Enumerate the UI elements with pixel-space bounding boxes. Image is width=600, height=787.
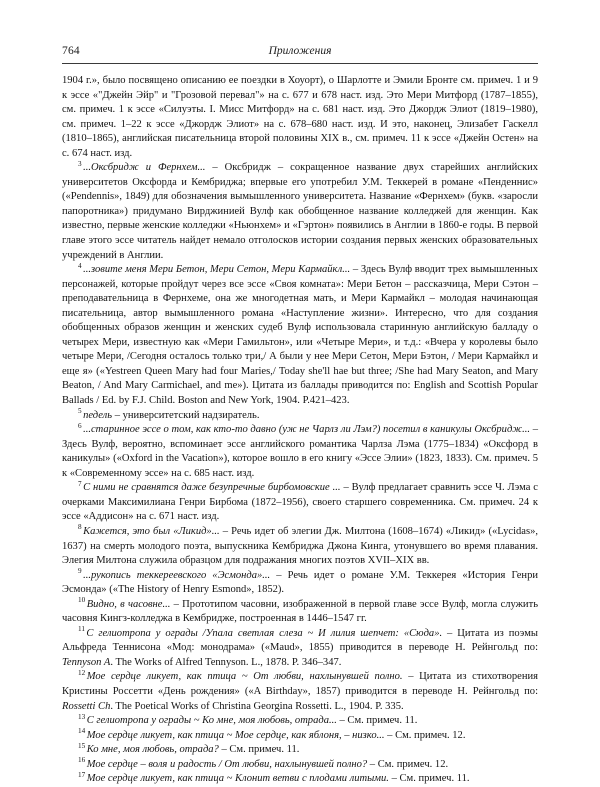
note-8 <box>62 525 538 569</box>
note-lemma: педель <box>83 409 113 421</box>
note-10 <box>62 598 538 627</box>
note-lemma: Видно, в часовне... <box>86 598 171 610</box>
note-14 <box>62 729 538 744</box>
running-head <box>62 46 538 58</box>
running-title: Приложения <box>268 45 332 57</box>
note-text: – Цитата из стихотворения Кристины Россетти «День рождения» («A Birthday», 1857) приводится в переводе Н. Рейнгольд по: <box>62 671 538 697</box>
note-marker: 15 <box>78 741 86 750</box>
note-13 <box>62 714 538 729</box>
page-number: 764 <box>62 45 80 57</box>
note-source: Tennyson A <box>62 656 111 668</box>
note-lemma: ...Оксбридж и Фернхем... <box>83 162 206 174</box>
note-15 <box>62 743 538 758</box>
note-lemma: С гелиотропа у ограды ~ Ко мне, моя любовь, отрада... <box>86 715 337 727</box>
note-marker: 9 <box>78 567 82 576</box>
note-3 <box>62 161 538 263</box>
note-lemma: Мое сердце ликует, как птица ~ Мое сердце, как яблоня, – низко... <box>86 729 385 741</box>
note-text: – университетский надзиратель. <box>112 409 260 421</box>
note-lemma: С ними не сравнятся даже безупречные бирбомовские ... <box>83 482 341 494</box>
note-text: – См. примеч. 11. <box>218 744 300 756</box>
note-marker: 6 <box>78 421 82 430</box>
note-text: – Речь идет о романе У.М. Теккерея «История Генри Эсмонда» («The History of Henry Esmond», 1852). <box>62 569 538 596</box>
note-text: – Здесь Вулф вводит трех вымышленных персонажей, которые пройдут через все эссе «Своя комната»: Мери Бетон – рассказчица, Мери Сэтон – преподавательница в Фернхеме, она же многодетная мать, и Мери Кармайкл – молодая начинающая писательница, автор вымышленного романа «Наступление жизни». Интересно, что для создания обобщенных образов женщин и женских судеб Вулф использовала старинную английскую балладу о четырех Мери, известную как «Мери Гамильтон», или «Четыре Мери», и т.д.: «Вчера у королевы было четыре Мери, /Сегодня осталось только три,/ А были у нее Мери Сетон, Мери Бэтон, / Мери Кармайкл и еще я» («Yestreen Queen Mary had four Maries,/ Today she'll hae but three; /She had Mary Seaton, and Mary Beaton, / And Mary Carmichael, and me»). Цитата из баллады приводится по: English and Scottish Popular Ballads / Ed. by F.J. Child. Boston and New York, 1904. P.421–423. <box>62 264 539 407</box>
note-text: – Вулф предлагает сравнить эссе Ч. Лэма с очерками Максимилиана Генри Бирбома (1872–1956), своего старшего современника. См. примеч. 24 к эссе «Аддисон» на с. 671 наст. изд. <box>62 482 538 523</box>
header-rule <box>62 63 538 64</box>
note-11 <box>62 627 538 671</box>
note-marker: 7 <box>78 479 82 488</box>
note-12 <box>62 670 538 714</box>
note-lemma: Ко мне, моя любовь, отрада? <box>86 744 219 756</box>
note-marker: 12 <box>78 668 86 677</box>
note-marker: 11 <box>78 625 85 634</box>
note-text: – См. примеч. 12. <box>367 758 449 770</box>
note-marker: 14 <box>78 727 86 736</box>
note-text-tail: . The Works of Alfred Tennyson. L., 1878. P. 346–347. <box>110 656 342 668</box>
note-5 <box>62 409 538 424</box>
note-marker: 5 <box>78 407 82 416</box>
note-marker: 13 <box>78 712 86 721</box>
note-text: – Оксбридж – сокращенное название двух старейших английских университетов Оксфорда и Кембриджа; впервые его употребил У.М. Теккерей в романе «Пенденнис» («Pendennis», 1849) для обозначения вымышленного университета. Название «Фернхем» (букв. «заросли папоротника») придумано Вирджинией Вулф как обобщенное название колледжей для женщин. Как известно, первые женские колледжи «Ньюнхем» и «Гэртон» появились в Англии в 1860-е годы. В первой главе этого эссе читатель найдет немало отголосков истории создания первых женских образовательных учреждений в Англии. <box>62 162 538 261</box>
note-marker: 16 <box>78 756 86 765</box>
note-6 <box>62 423 538 481</box>
note-marker: 4 <box>78 261 82 270</box>
note-lemma: ...зовите меня Мери Бетон, Мери Сетон, Мери Кармайкл... <box>83 264 351 276</box>
note-marker: 3 <box>78 159 82 168</box>
note-17 <box>62 772 538 787</box>
note-text: – Прототипом часовни, изображенной в первой главе эссе Вулф, могла служить часовня Кингз-колледжа в Кембридже, построенная в 1446–1547 гг. <box>62 598 539 625</box>
continued-paragraph: 1904 г.», было посвящено описанию ее поездки в Хоуорт), о Шарлотте и Эмили Бронте см. примеч. 1 и 9 к эссе «"Джейн Эйр" и "Грозовой перевал"» на с. 677 и 678 наст. изд. Это Мери Митфорд (1787–1855), см. примеч. 1 к эссе «Силуэты. I. Мисс Митфорд» на с. 681 наст. изд. Это Джордж Элиот (1819–1980), см. примеч. 1–22 к эссе «Джордж Элиот» на с. 678–680 наст. изд. И это, наконец, Элизабет Гаскелл (1810–1865), английская писательница второй половины XIX в., см. примеч. 11 к эссе «Джейн Остен» на с. 674 наст. изд. <box>62 75 538 159</box>
note-lemma: Кажется, это был «Ликид»... <box>83 525 220 537</box>
note-marker: 17 <box>78 770 86 779</box>
note-marker: 10 <box>78 596 86 605</box>
note-text: – См. примеч. 12. <box>384 729 466 741</box>
note-text-tail: . The Poetical Works of Christina Georgina Rossetti. L., 1904. P. 335. <box>110 700 404 712</box>
note-text: – Речь идет об элегии Дж. Милтона (1608–1674) «Ликид» («Lycidas», 1637) на смерть молодого поэта, выпускника Кембриджа Джона Кинга, утонувшего во время плавания. Элегия Милтона служила образцом для подражания многих поэтов XVII–XIX вв. <box>62 525 538 567</box>
note-lemma: Мое сердце – воля и радость / От любви, нахлынувшей полно? <box>86 758 368 770</box>
notes-body <box>62 74 538 787</box>
note-source: Rossetti Ch <box>62 700 111 712</box>
note-9 <box>62 569 538 598</box>
note-7 <box>62 481 538 525</box>
note-4 <box>62 263 538 408</box>
note-lemma: Мое сердце ликует, как птица ~ Клонит ветви с плодами литыми. <box>86 773 389 785</box>
note-text: – См. примеч. 11. <box>388 773 470 785</box>
note-marker: 8 <box>78 523 82 532</box>
note-lemma: Мое сердце ликует, как птица ~ От любви, нахлынувшей полно. <box>86 671 403 683</box>
note-text: – Цитата из поэмы Альфреда Теннисона «Мод: монодрама» («Maud», 1855) приводится в переводе Н. Рейнгольд по: <box>62 627 539 654</box>
note-lemma: С гелиотропа у ограды /Упала светлая слеза ~ И лилия шепчет: «Сюда». <box>86 627 443 639</box>
note-lemma: ...старинное эссе о том, как кто-то давно (уж не Чарлз ли Лэм?) посетил в каникулы Оксбридж... <box>83 424 530 436</box>
note-text: – Здесь Вулф, вероятно, вспоминает эссе английского романтика Чарлза Лэма (1775–1834) «Оксфорд в каникулы» («Oxford in the Vacation»), которое вошло в его книгу «Эссе Элии» (1823, 1833). См. примеч. 5 к «Современному эссе» на с. 685 наст. изд. <box>62 424 538 479</box>
note-lemma: ...рукопись теккереевского «Эсмонда»... <box>83 569 271 581</box>
note-text: – См. примеч. 11. <box>336 715 418 727</box>
